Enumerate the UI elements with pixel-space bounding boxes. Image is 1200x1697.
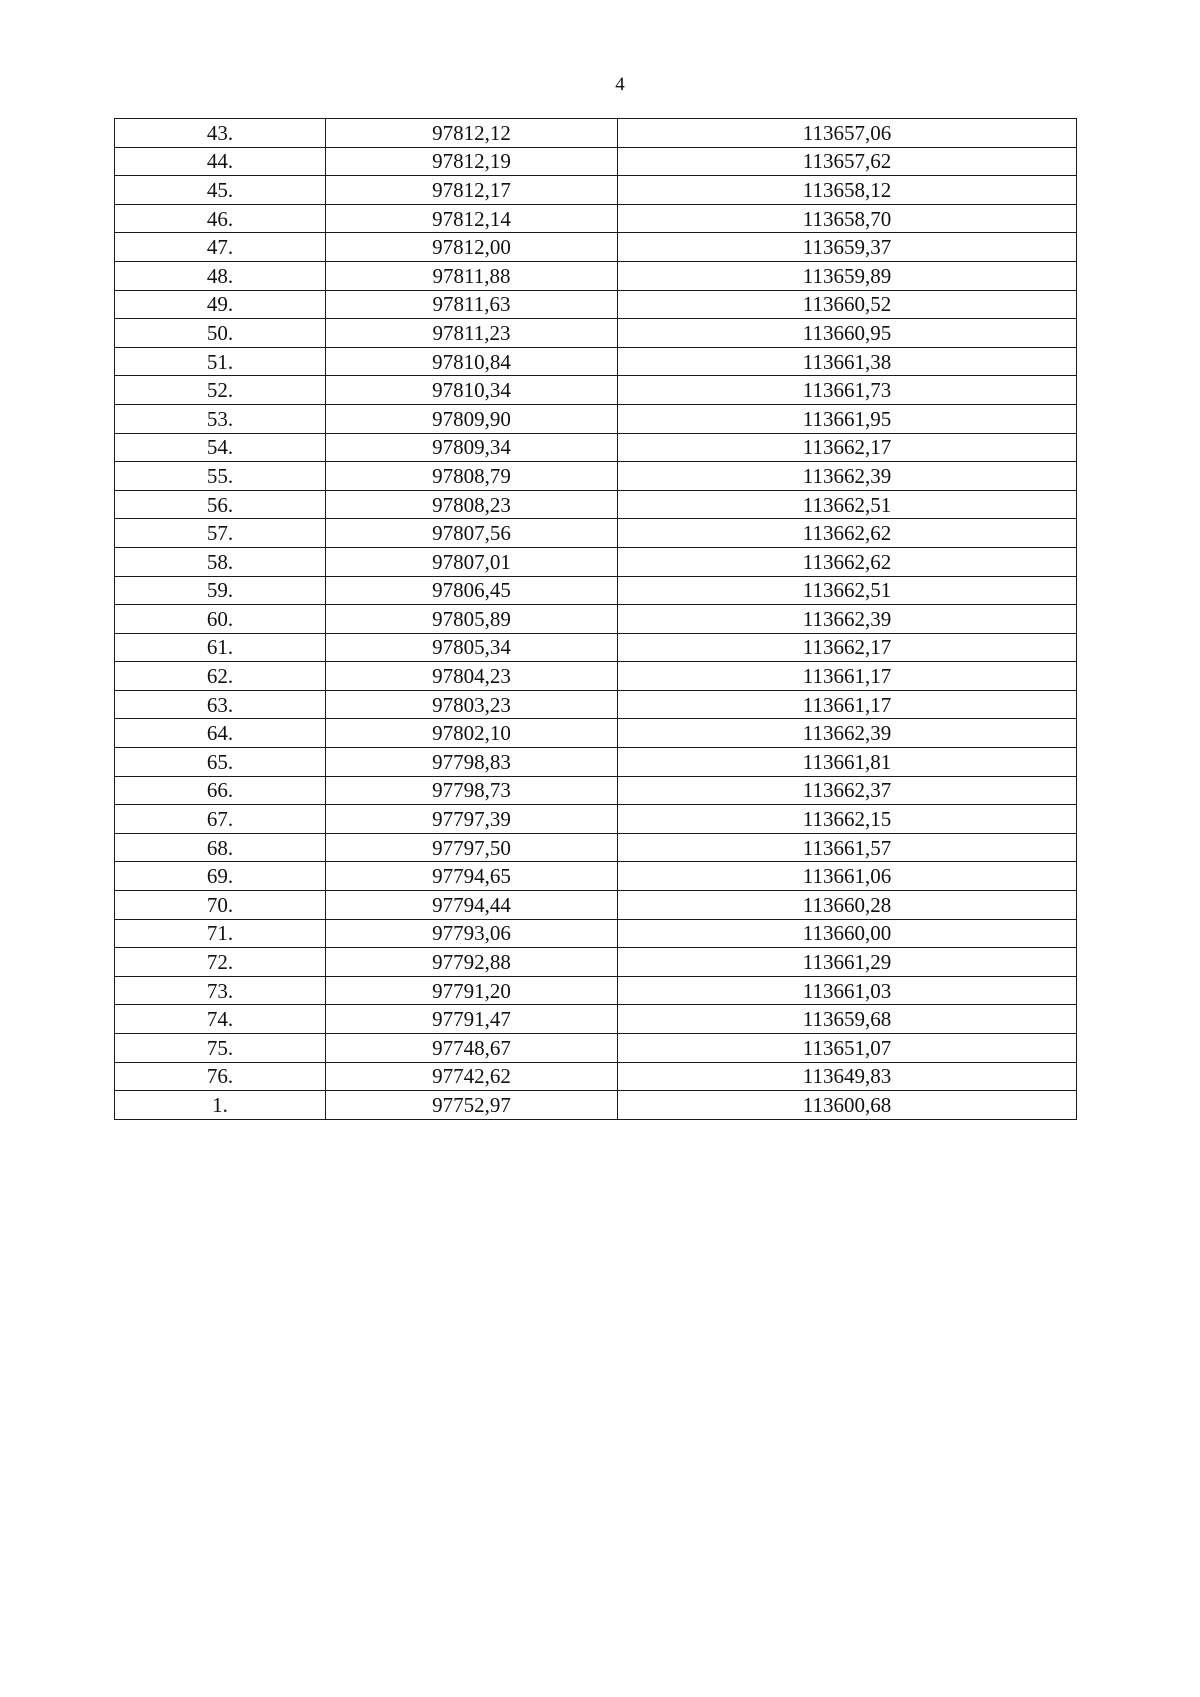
point-number-cell: 70. [115, 891, 326, 920]
x-coordinate-cell: 97809,34 [326, 433, 618, 462]
table-row [115, 948, 1077, 977]
x-coordinate-cell: 97791,20 [326, 976, 618, 1005]
y-coordinate-cell: 113661,38 [618, 347, 1077, 376]
x-coordinate-cell: 97798,83 [326, 748, 618, 777]
y-coordinate-cell: 113659,37 [618, 233, 1077, 262]
x-coordinate-cell: 97804,23 [326, 662, 618, 691]
table-row [115, 891, 1077, 920]
point-number-cell: 58. [115, 547, 326, 576]
x-coordinate-cell: 97742,62 [326, 1062, 618, 1091]
y-coordinate-cell: 113662,37 [618, 776, 1077, 805]
x-coordinate-cell: 97808,23 [326, 490, 618, 519]
x-coordinate-cell: 97793,06 [326, 919, 618, 948]
table-row [115, 1091, 1077, 1120]
y-coordinate-cell: 113661,06 [618, 862, 1077, 891]
point-number-cell: 66. [115, 776, 326, 805]
y-coordinate-cell: 113651,07 [618, 1034, 1077, 1063]
point-number-cell: 47. [115, 233, 326, 262]
x-coordinate-cell: 97810,34 [326, 376, 618, 405]
x-coordinate-cell: 97812,17 [326, 176, 618, 205]
y-coordinate-cell: 113649,83 [618, 1062, 1077, 1091]
point-number-cell: 56. [115, 490, 326, 519]
table-row [115, 1005, 1077, 1034]
point-number-cell: 67. [115, 805, 326, 834]
table-row [115, 662, 1077, 691]
x-coordinate-cell: 97791,47 [326, 1005, 618, 1034]
y-coordinate-cell: 113661,17 [618, 690, 1077, 719]
x-coordinate-cell: 97805,89 [326, 605, 618, 634]
table-row [115, 433, 1077, 462]
point-number-cell: 51. [115, 347, 326, 376]
table-row [115, 690, 1077, 719]
x-coordinate-cell: 97807,01 [326, 547, 618, 576]
y-coordinate-cell: 113661,57 [618, 833, 1077, 862]
y-coordinate-cell: 113662,17 [618, 433, 1077, 462]
y-coordinate-cell: 113661,17 [618, 662, 1077, 691]
point-number-cell: 61. [115, 633, 326, 662]
point-number-cell: 76. [115, 1062, 326, 1091]
table-row [115, 748, 1077, 777]
x-coordinate-cell: 97812,00 [326, 233, 618, 262]
point-number-cell: 46. [115, 204, 326, 233]
x-coordinate-cell: 97811,23 [326, 319, 618, 348]
table-row [115, 233, 1077, 262]
point-number-cell: 53. [115, 404, 326, 433]
table-row [115, 805, 1077, 834]
x-coordinate-cell: 97808,79 [326, 462, 618, 491]
point-number-cell: 55. [115, 462, 326, 491]
point-number-cell: 45. [115, 176, 326, 205]
point-number-cell: 54. [115, 433, 326, 462]
table-row [115, 319, 1077, 348]
point-number-cell: 74. [115, 1005, 326, 1034]
x-coordinate-cell: 97803,23 [326, 690, 618, 719]
table-row [115, 347, 1077, 376]
table-row [115, 290, 1077, 319]
x-coordinate-cell: 97807,56 [326, 519, 618, 548]
point-number-cell: 71. [115, 919, 326, 948]
x-coordinate-cell: 97811,88 [326, 261, 618, 290]
y-coordinate-cell: 113658,70 [618, 204, 1077, 233]
y-coordinate-cell: 113657,62 [618, 147, 1077, 176]
x-coordinate-cell: 97812,19 [326, 147, 618, 176]
coordinates-table [114, 118, 1077, 1120]
x-coordinate-cell: 97809,90 [326, 404, 618, 433]
point-number-cell: 59. [115, 576, 326, 605]
y-coordinate-cell: 113661,95 [618, 404, 1077, 433]
table-row [115, 776, 1077, 805]
point-number-cell: 72. [115, 948, 326, 977]
x-coordinate-cell: 97812,14 [326, 204, 618, 233]
y-coordinate-cell: 113662,62 [618, 547, 1077, 576]
point-number-cell: 44. [115, 147, 326, 176]
page-number: 4 [615, 74, 625, 95]
table-row [115, 833, 1077, 862]
point-number-cell: 65. [115, 748, 326, 777]
table-row [115, 119, 1077, 148]
x-coordinate-cell: 97752,97 [326, 1091, 618, 1120]
table-row [115, 261, 1077, 290]
y-coordinate-cell: 113662,51 [618, 576, 1077, 605]
table-row [115, 462, 1077, 491]
y-coordinate-cell: 113662,51 [618, 490, 1077, 519]
table-row [115, 862, 1077, 891]
point-number-cell: 48. [115, 261, 326, 290]
y-coordinate-cell: 113660,00 [618, 919, 1077, 948]
y-coordinate-cell: 113661,29 [618, 948, 1077, 977]
y-coordinate-cell: 113660,95 [618, 319, 1077, 348]
point-number-cell: 60. [115, 605, 326, 634]
y-coordinate-cell: 113658,12 [618, 176, 1077, 205]
x-coordinate-cell: 97794,44 [326, 891, 618, 920]
table-row [115, 147, 1077, 176]
x-coordinate-cell: 97811,63 [326, 290, 618, 319]
x-coordinate-cell: 97748,67 [326, 1034, 618, 1063]
point-number-cell: 68. [115, 833, 326, 862]
y-coordinate-cell: 113600,68 [618, 1091, 1077, 1120]
table-row [115, 719, 1077, 748]
point-number-cell: 64. [115, 719, 326, 748]
point-number-cell: 50. [115, 319, 326, 348]
y-coordinate-cell: 113662,17 [618, 633, 1077, 662]
table-row [115, 176, 1077, 205]
x-coordinate-cell: 97797,50 [326, 833, 618, 862]
table-row [115, 404, 1077, 433]
y-coordinate-cell: 113660,28 [618, 891, 1077, 920]
coordinates-table-body [115, 119, 1077, 1120]
y-coordinate-cell: 113661,03 [618, 976, 1077, 1005]
point-number-cell: 62. [115, 662, 326, 691]
y-coordinate-cell: 113660,52 [618, 290, 1077, 319]
table-row [115, 633, 1077, 662]
y-coordinate-cell: 113662,39 [618, 719, 1077, 748]
x-coordinate-cell: 97798,73 [326, 776, 618, 805]
y-coordinate-cell: 113659,68 [618, 1005, 1077, 1034]
y-coordinate-cell: 113662,39 [618, 462, 1077, 491]
y-coordinate-cell: 113661,81 [618, 748, 1077, 777]
y-coordinate-cell: 113661,73 [618, 376, 1077, 405]
point-number-cell: 57. [115, 519, 326, 548]
table-row [115, 204, 1077, 233]
point-number-cell: 1. [115, 1091, 326, 1120]
y-coordinate-cell: 113662,62 [618, 519, 1077, 548]
x-coordinate-cell: 97792,88 [326, 948, 618, 977]
table-row [115, 976, 1077, 1005]
point-number-cell: 49. [115, 290, 326, 319]
table-row [115, 1062, 1077, 1091]
point-number-cell: 69. [115, 862, 326, 891]
point-number-cell: 43. [115, 119, 326, 148]
table-row [115, 576, 1077, 605]
table-row [115, 490, 1077, 519]
table-row [115, 1034, 1077, 1063]
x-coordinate-cell: 97810,84 [326, 347, 618, 376]
point-number-cell: 73. [115, 976, 326, 1005]
table-row [115, 376, 1077, 405]
table-row [115, 547, 1077, 576]
table-row [115, 919, 1077, 948]
x-coordinate-cell: 97806,45 [326, 576, 618, 605]
y-coordinate-cell: 113659,89 [618, 261, 1077, 290]
x-coordinate-cell: 97812,12 [326, 119, 618, 148]
table-row [115, 605, 1077, 634]
table-row [115, 519, 1077, 548]
point-number-cell: 63. [115, 690, 326, 719]
y-coordinate-cell: 113657,06 [618, 119, 1077, 148]
x-coordinate-cell: 97805,34 [326, 633, 618, 662]
x-coordinate-cell: 97802,10 [326, 719, 618, 748]
x-coordinate-cell: 97797,39 [326, 805, 618, 834]
y-coordinate-cell: 113662,39 [618, 605, 1077, 634]
x-coordinate-cell: 97794,65 [326, 862, 618, 891]
point-number-cell: 75. [115, 1034, 326, 1063]
y-coordinate-cell: 113662,15 [618, 805, 1077, 834]
point-number-cell: 52. [115, 376, 326, 405]
